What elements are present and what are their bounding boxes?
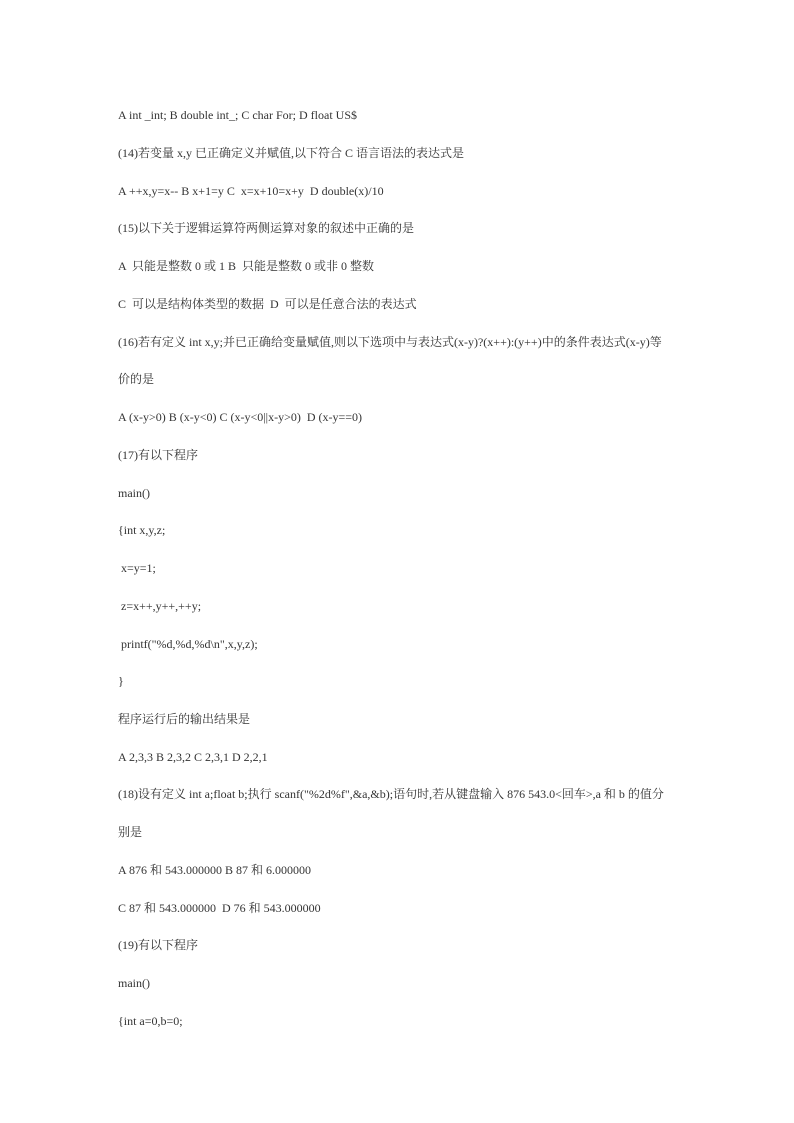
options-14: A ++x,y=x-- B x+1=y C x=x+10=x+y D double(x)/10 [118, 184, 384, 198]
question-18: (18)设有定义 int a;float b;执行 scanf("%2d%f",&a,&b);语句时,若从键盘输入 876 543.0<回车>,a 和 b 的值分 [118, 787, 664, 801]
options-15-ab: A 只能是整数 0 或 1 B 只能是整数 0 或非 0 整数 [118, 259, 375, 273]
options-18-cd: C 87 和 543.000000 D 76 和 543.000000 [118, 901, 321, 915]
code-line: {int a=0,b=0; [118, 1014, 183, 1028]
code-line: main() [118, 486, 150, 500]
question-14: (14)若变量 x,y 已正确定义并赋值,以下符合 C 语言语法的表达式是 [118, 146, 464, 160]
question-16: (16)若有定义 int x,y;并已正确给变量赋值,则以下选项中与表达式(x-y)?(x++):(y++)中的条件表达式(x-y)等 [118, 335, 662, 349]
code-line: x=y=1; [118, 561, 156, 575]
code-line: printf("%d,%d,%d\n",x,y,z); [118, 637, 258, 651]
code-line: z=x++,y++,++y; [118, 599, 202, 613]
question-15: (15)以下关于逻辑运算符两侧运算对象的叙述中正确的是 [118, 221, 414, 235]
options-17: A 2,3,3 B 2,3,2 C 2,3,1 D 2,2,1 [118, 750, 268, 764]
options-16: A (x-y>0) B (x-y<0) C (x-y<0||x-y>0) D (x-y==0) [118, 410, 363, 424]
code-line: main() [118, 976, 150, 990]
options-15-cd: C 可以是结构体类型的数据 D 可以是任意合法的表达式 [118, 297, 417, 311]
question-17: (17)有以下程序 [118, 448, 198, 462]
text-line: A int _int; B double int_; C char For; D float US$ [118, 108, 357, 122]
question-18-cont: 别是 [118, 825, 143, 839]
question-16-cont: 价的是 [118, 372, 155, 386]
options-18-ab: A 876 和 543.000000 B 87 和 6.000000 [118, 863, 312, 877]
question-17-prompt: 程序运行后的输出结果是 [118, 712, 251, 726]
code-line: {int x,y,z; [118, 523, 166, 537]
code-line: } [118, 674, 124, 688]
question-19: (19)有以下程序 [118, 938, 198, 952]
